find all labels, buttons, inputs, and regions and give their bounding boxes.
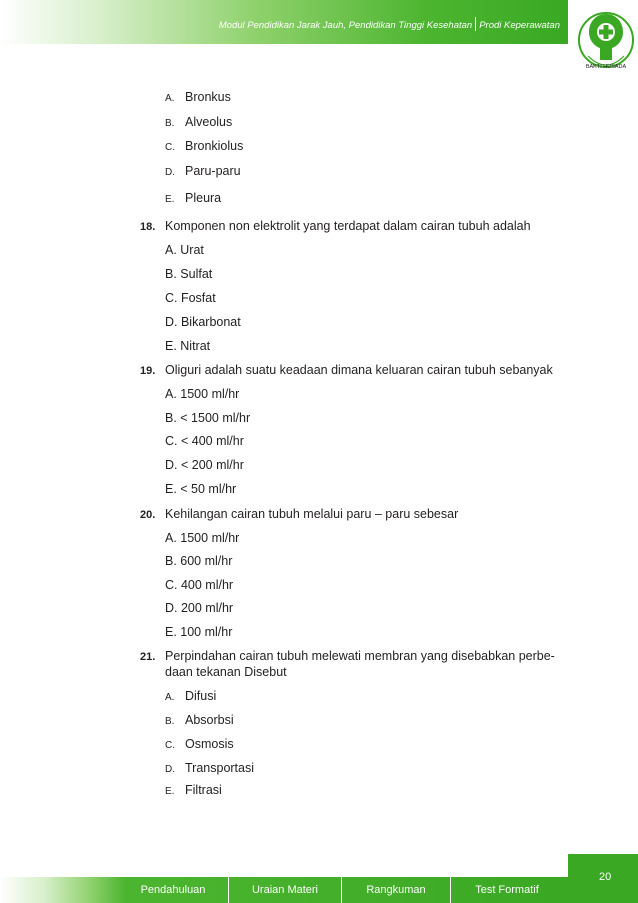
option-item: E. < 50 ml/hr xyxy=(165,482,237,496)
option-item: C. < 400 ml/hr xyxy=(165,434,244,448)
option-item: C. Osmosis xyxy=(165,737,234,751)
question-21 xyxy=(140,648,570,682)
option-item: C. 400 ml/hr xyxy=(165,578,234,592)
header-divider xyxy=(475,17,476,31)
bakti-husada-logo-icon xyxy=(576,4,636,86)
option-item: D. Bikarbonat xyxy=(165,315,241,329)
question-text: Kehilangan cairan tubuh melalui paru – paru sebesar xyxy=(165,507,459,521)
module-title: Modul Pendidikan Jarak Jauh, Pendidikan Tinggi Kesehatan xyxy=(218,20,473,31)
option-item: E. Filtrasi xyxy=(165,783,222,797)
option-item: A. Urat xyxy=(165,243,204,257)
option-item: A. Difusi xyxy=(165,689,217,703)
question-18 xyxy=(140,218,570,235)
option-item: E. Pleura xyxy=(165,191,222,205)
option-item: A. Bronkus xyxy=(165,90,231,104)
program-name: Prodi Keperawatan xyxy=(479,20,560,31)
option-item: B. < 1500 ml/hr xyxy=(165,411,251,425)
option-item: D. < 200 ml/hr xyxy=(165,458,244,472)
question-number: 18. xyxy=(140,221,156,233)
question-number: 21. xyxy=(140,651,156,663)
question-number: 19. xyxy=(140,365,156,377)
option-item: B. Absorbsi xyxy=(165,713,234,727)
option-item: A. 1500 ml/hr xyxy=(165,531,240,545)
question-number: 20. xyxy=(140,509,156,521)
logo-text: BAKTI HUSADA xyxy=(585,64,627,70)
option-item: D. 200 ml/hr xyxy=(165,601,234,615)
question-20 xyxy=(140,506,570,523)
page-number: 20 xyxy=(568,854,638,903)
running-header xyxy=(219,17,560,31)
option-item: B. Sulfat xyxy=(165,267,213,281)
question-text: Oliguri adalah suatu keadaan dimana keluaran cairan tubuh sebanyak xyxy=(165,363,553,377)
question-text: Komponen non elektrolit yang terdapat dalam cairan tubuh adalah xyxy=(165,219,531,233)
nav-rangkuman[interactable]: Rangkuman xyxy=(342,877,451,903)
option-item: A. 1500 ml/hr xyxy=(165,387,240,401)
option-item: B. 600 ml/hr xyxy=(165,554,233,568)
question-text: Perpindahan cairan tubuh melewati membran yang disebabkan perbe- daan tekanan Disebut xyxy=(165,649,555,679)
nav-test-formatif[interactable]: Test Formatif xyxy=(475,884,539,896)
option-item: B. Alveolus xyxy=(165,115,233,129)
question-19 xyxy=(140,362,570,379)
option-item: E. Nitrat xyxy=(165,339,211,353)
option-item: C. Bronkiolus xyxy=(165,139,244,153)
option-item: E. 100 ml/hr xyxy=(165,625,233,639)
nav-uraian-materi[interactable]: Uraian Materi xyxy=(229,877,342,903)
option-item: D. Transportasi xyxy=(165,761,255,775)
option-item: C. Fosfat xyxy=(165,291,216,305)
nav-pendahuluan[interactable]: Pendahuluan xyxy=(118,877,229,903)
option-item: D. Paru-paru xyxy=(165,164,241,178)
